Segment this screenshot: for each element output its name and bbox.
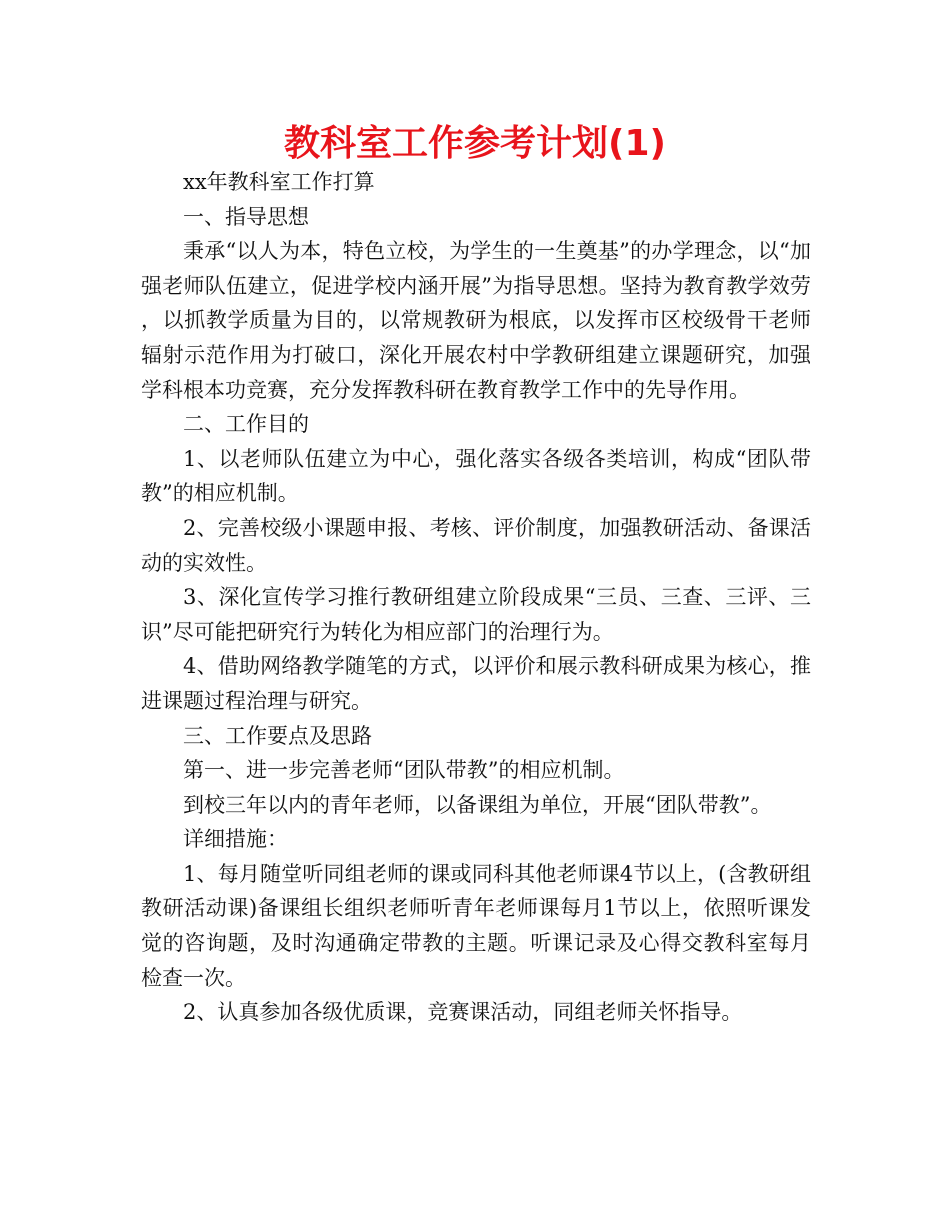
paragraph-measures-label: 详细措施： — [183, 827, 288, 852]
paragraph-plan-heading: xx年教科室工作打算 — [183, 170, 375, 194]
section-heading-work-goals: 二、工作目的 — [183, 412, 309, 437]
list-item-goal-4: 4、借助网络教学随笔的方式，以评价和展示教科研成果为核心，推进课题过程治理与研究。 — [141, 654, 811, 713]
list-item-goal-2: 2、完善校级小课题申报、考核、评价制度，加强教研活动、备课活动的实效性。 — [141, 515, 811, 575]
list-item-goal-3: 3、深化宣传学习推行教研组建立阶段成果“三员、三查、三评、三识”尽可能把研究行为转化为相应部门的治理行为。 — [141, 585, 811, 644]
section-heading-guiding-thought: 一、指导思想 — [183, 204, 309, 229]
paragraph-young-teachers: 到校三年以内的青年老师，以备课组为单位，开展“团队带教”。 — [183, 792, 772, 817]
paragraph-guiding-thought: 秉承“以人为本，特色立校，为学生的一生奠基”的办学理念，以“加强老师队伍建立，促进学校内涵开展”为指导思想。坚持为教育教学效劳，以抓教学质量为目的，以常规教研为根底，以发挥市区校级骨干老师辐射示范作用为打破口，深化开展农村中学教研组建立课题研究，加强学科根本功竞赛，充分发挥教科研在教育教学工作中的先导作用。 — [141, 239, 811, 402]
list-item-measure-2: 2、认真参加各级优质课，竞赛课活动，同组老师关怀指导。 — [183, 1000, 743, 1025]
list-item-goal-1: 1、以老师队伍建立为中心，强化落实各级各类培训，构成“团队带教”的相应机制。 — [141, 446, 811, 506]
section-heading-work-points: 三、工作要点及思路 — [183, 723, 372, 748]
paragraph-first-point: 第一、进一步完善老师“团队带教”的相应机制。 — [183, 758, 625, 783]
list-item-measure-1: 1、每月随堂听同组老师的课或同科其他老师课4节以上，(含教研组教研活动课)备课组长组织老师听青年老师课每月1节以上，依照听课发觉的咨询题，及时沟通确定带教的主题。听课记录及心得交教科室每月检查一次。 — [141, 861, 811, 990]
document-title: 教科室工作参考计划(1) — [284, 123, 666, 164]
document-body — [141, 165, 811, 1030]
